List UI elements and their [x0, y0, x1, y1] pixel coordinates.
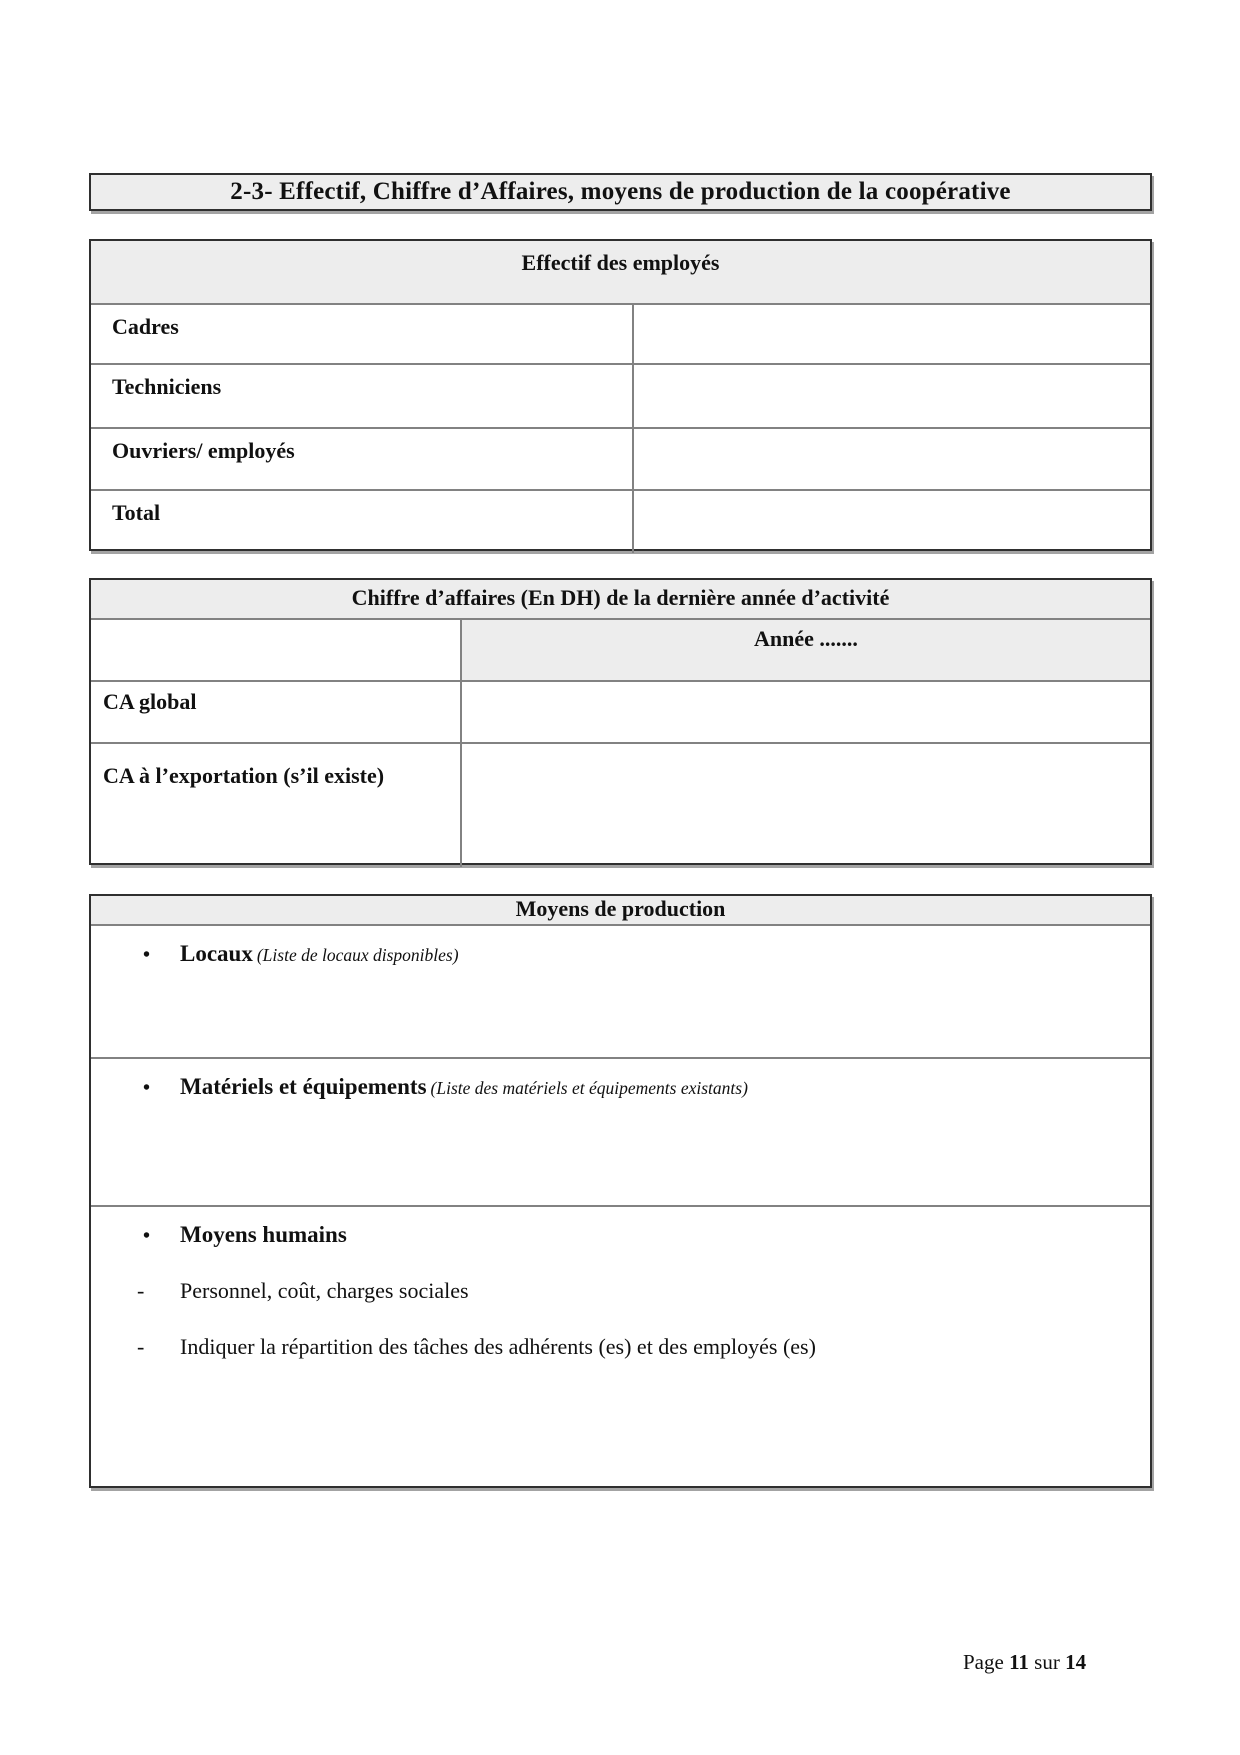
ca-table-header: Chiffre d’affaires (En DH) de la dernière année d’activité: [351, 585, 890, 610]
personnel-text: Personnel, coût, charges sociales: [180, 1278, 469, 1304]
effectif-row-value-total: [632, 489, 1150, 553]
ca-row-value-global: [460, 680, 1150, 742]
ca-row-value-exportation: [460, 742, 1150, 867]
list-item: [91, 926, 1150, 969]
sub-list-item: [91, 1333, 1150, 1362]
section-title-box: [89, 173, 1152, 211]
list-item: [91, 1059, 1150, 1102]
effectif-row-label-total: Total: [91, 489, 632, 553]
bullet-icon: •: [143, 944, 151, 966]
effectif-row-label-techniciens: Techniciens: [91, 363, 632, 427]
locaux-label: Locaux: [180, 941, 253, 966]
effectif-row-value-techniciens: [632, 363, 1150, 427]
ca-year-header-cell: [460, 618, 1150, 680]
footer-total-pages: 14: [1065, 1650, 1087, 1674]
footer-page-number: 11: [1009, 1650, 1029, 1674]
bullet-icon: •: [143, 1225, 151, 1247]
footer-page-label: Page: [963, 1650, 1004, 1674]
chiffre-affaires-table: [89, 578, 1152, 865]
ca-year-header: Année .......: [754, 626, 858, 651]
effectif-table-header-cell: [91, 241, 1150, 303]
moyens-humains-label: Moyens humains: [180, 1222, 347, 1247]
moyens-row-materiels: [91, 1057, 1150, 1205]
effectif-row-value-cadres: [632, 303, 1150, 363]
moyens-table-header-cell: [91, 896, 1150, 924]
effectif-row-value-ouvriers: [632, 427, 1150, 489]
effectif-table: [89, 239, 1152, 551]
locaux-note: (Liste de locaux disponibles): [256, 945, 459, 965]
section-title: 2-3- Effectif, Chiffre d’Affaires, moyens de production de la coopérative: [230, 178, 1011, 205]
ca-year-row-empty-cell: [91, 618, 460, 680]
effectif-row-label-ouvriers: Ouvriers/ employés: [91, 427, 632, 489]
list-item: [91, 1207, 1150, 1250]
materiels-label: Matériels et équipements: [180, 1074, 427, 1099]
effectif-row-label-cadres: Cadres: [91, 303, 632, 363]
dash-icon: -: [137, 1278, 145, 1304]
moyens-row-locaux: [91, 924, 1150, 1057]
moyens-table-header: Moyens de production: [515, 896, 726, 921]
ca-table-header-cell: [91, 580, 1150, 618]
page-footer: [963, 1650, 1086, 1675]
sub-list-item: [91, 1277, 1150, 1306]
materiels-note: (Liste des matériels et équipements existants): [430, 1078, 748, 1098]
ca-row-label-exportation: CA à l’exportation (s’il existe): [91, 742, 460, 867]
dash-icon: -: [137, 1333, 145, 1359]
bullet-icon: •: [143, 1077, 151, 1099]
effectif-table-header: Effectif des employés: [521, 250, 720, 275]
moyens-row-humains: [91, 1205, 1150, 1486]
moyens-production-table: [89, 894, 1152, 1488]
footer-separator: sur: [1034, 1650, 1060, 1674]
ca-row-label-global: CA global: [91, 680, 460, 742]
repartition-text: Indiquer la répartition des tâches des adhérents (es) et des employés (es): [180, 1333, 816, 1359]
